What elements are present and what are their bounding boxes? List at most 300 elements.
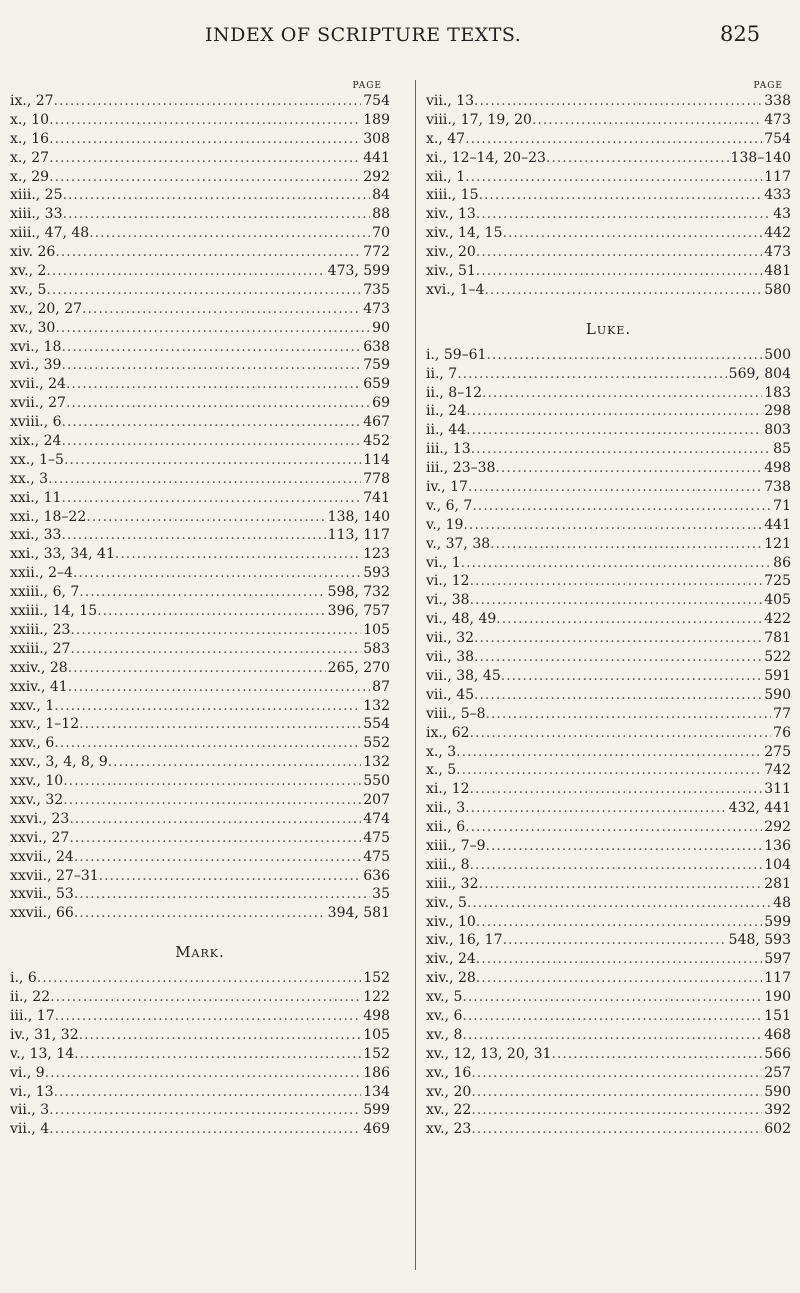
scripture-reference: xiv., 5 — [426, 894, 467, 911]
index-entry — [426, 799, 791, 818]
dot-leader — [61, 432, 361, 451]
scripture-reference: x., 47 — [426, 130, 466, 147]
scripture-reference: xx., 3 — [10, 470, 49, 487]
index-entry — [426, 516, 791, 535]
index-entry — [10, 168, 390, 187]
index-entry — [10, 602, 390, 621]
scripture-reference: xvi., 1–4 — [426, 281, 485, 298]
page-reference: 117 — [764, 168, 791, 185]
scripture-reference: xxv., 10 — [10, 773, 64, 790]
dot-leader — [476, 913, 762, 932]
index-entry — [10, 969, 390, 988]
index-entry — [426, 149, 791, 168]
page-reference: 292 — [764, 819, 791, 836]
scripture-reference: x., 5 — [426, 762, 457, 779]
page-reference: 599 — [363, 1102, 390, 1119]
page-reference: 473 — [363, 300, 390, 317]
index-entry — [10, 413, 390, 432]
index-entry — [10, 640, 390, 659]
page-reference: 741 — [363, 489, 390, 506]
page-reference: 772 — [363, 244, 390, 261]
scripture-reference: xxvii., 66 — [10, 905, 74, 922]
scripture-reference: vi., 12 — [426, 573, 470, 590]
page-reference: 114 — [363, 451, 390, 468]
index-entry — [10, 621, 390, 640]
scripture-reference: vii., 45 — [426, 686, 475, 703]
dot-leader — [456, 743, 762, 762]
dot-leader — [73, 564, 361, 583]
dot-leader — [70, 640, 361, 659]
page-reference: 84 — [372, 187, 390, 204]
dot-leader — [486, 346, 762, 365]
index-entry — [426, 894, 791, 913]
page-reference: 597 — [764, 951, 791, 968]
dot-leader — [495, 459, 762, 478]
scripture-reference: iii., 23–38 — [426, 460, 496, 477]
dot-leader — [63, 772, 361, 791]
index-entry — [426, 591, 791, 610]
page-reference: 598, 732 — [327, 584, 390, 601]
scripture-reference: i., 6 — [10, 970, 37, 987]
page-reference: 548, 593 — [728, 932, 791, 949]
index-entry — [426, 497, 791, 516]
scripture-reference: vi., 1 — [426, 554, 461, 571]
left-column — [10, 80, 390, 1139]
page-reference: 500 — [764, 346, 791, 363]
dot-leader — [470, 780, 763, 799]
page-number: 825 — [720, 22, 761, 46]
dot-leader — [476, 262, 762, 281]
index-entry — [426, 262, 791, 281]
dot-leader — [470, 856, 763, 875]
index-entry — [426, 440, 791, 459]
dot-leader — [37, 969, 362, 988]
scripture-reference: xv., 20 — [426, 1083, 472, 1100]
dot-leader — [45, 1064, 362, 1083]
index-entry — [426, 92, 791, 111]
index-entry — [10, 753, 390, 772]
scripture-reference: iii., 13 — [426, 441, 471, 458]
dot-leader — [49, 149, 361, 168]
index-entry — [10, 583, 390, 602]
page-reference: 474 — [363, 810, 390, 827]
page-reference: 473 — [764, 244, 791, 261]
dot-leader — [479, 875, 763, 894]
dot-leader — [79, 1026, 362, 1045]
index-entry — [426, 535, 791, 554]
page-reference: 522 — [764, 649, 791, 666]
scripture-reference: v., 19 — [426, 516, 464, 533]
page-reference: 441 — [363, 149, 390, 166]
page-reference: 392 — [764, 1102, 791, 1119]
index-entry — [426, 421, 791, 440]
page-reference: 134 — [363, 1083, 390, 1100]
dot-leader — [82, 300, 361, 319]
page-reference: 122 — [363, 989, 390, 1006]
dot-leader — [463, 516, 762, 535]
page-reference: 90 — [372, 319, 390, 336]
index-entry — [426, 667, 791, 686]
page-reference: 48 — [773, 894, 791, 911]
scripture-reference: i., 59–61 — [426, 346, 487, 363]
page-reference: 475 — [363, 848, 390, 865]
page-reference: 35 — [372, 886, 390, 903]
dot-leader — [74, 904, 326, 923]
index-entry — [10, 451, 390, 470]
dot-leader — [476, 205, 771, 224]
dot-leader — [532, 111, 762, 130]
dot-leader — [70, 621, 361, 640]
scripture-reference: xv., 16 — [426, 1064, 472, 1081]
dot-leader — [486, 837, 763, 856]
index-entry — [426, 780, 791, 799]
dot-leader — [474, 648, 762, 667]
scripture-reference: xiv., 10 — [426, 913, 476, 930]
scripture-reference: x., 27 — [10, 149, 50, 166]
index-entry — [426, 205, 791, 224]
dot-leader — [476, 243, 762, 262]
index-entry — [10, 734, 390, 753]
dot-leader — [54, 1083, 362, 1102]
dot-leader — [546, 149, 729, 168]
index-entry — [426, 1101, 791, 1120]
page-reference: 467 — [363, 414, 390, 431]
dot-leader — [472, 497, 771, 516]
dot-leader — [79, 583, 325, 602]
index-list — [426, 346, 791, 1139]
scripture-reference: v., 37, 38 — [426, 535, 491, 552]
index-entry — [10, 1026, 390, 1045]
page-reference: 469 — [363, 1121, 390, 1138]
scripture-reference: ii., 44 — [426, 422, 467, 439]
dot-leader — [476, 950, 762, 969]
page-reference: 636 — [363, 867, 390, 884]
index-entry — [10, 92, 390, 111]
dot-leader — [46, 281, 361, 300]
page-reference: 76 — [773, 724, 791, 741]
scripture-reference: iii., 17 — [10, 1007, 55, 1024]
page-reference: 104 — [764, 856, 791, 873]
index-entry — [426, 818, 791, 837]
dot-leader — [468, 478, 762, 497]
index-entry — [10, 319, 390, 338]
scripture-reference: xxiii., 23 — [10, 621, 71, 638]
page-reference: 602 — [764, 1121, 791, 1138]
page-reference: 754 — [764, 130, 791, 147]
index-entry — [426, 459, 791, 478]
dot-leader — [54, 734, 361, 753]
dot-leader — [63, 791, 361, 810]
index-entry — [426, 402, 791, 421]
index-entry — [426, 130, 791, 149]
dot-leader — [115, 545, 361, 564]
page-reference: 292 — [363, 168, 390, 185]
index-entry — [426, 384, 791, 403]
scripture-reference: xxv., 32 — [10, 791, 64, 808]
dot-leader — [474, 92, 762, 111]
index-entry — [10, 1120, 390, 1139]
dot-leader — [74, 1045, 361, 1064]
dot-leader — [89, 224, 370, 243]
page-reference: 550 — [363, 773, 390, 790]
scripture-reference: xxiv., 41 — [10, 678, 68, 695]
dot-leader — [68, 659, 326, 678]
dot-leader — [63, 186, 371, 205]
scripture-reference: xi., 12 — [426, 781, 470, 798]
scripture-reference: xii., 6 — [426, 819, 466, 836]
scripture-reference: xi., 12–14, 20–23 — [426, 149, 546, 166]
page-reference: 136 — [764, 837, 791, 854]
scripture-reference: xv., 20, 27 — [10, 300, 83, 317]
page-reference: 186 — [363, 1064, 390, 1081]
scripture-reference: xiv., 20 — [426, 244, 476, 261]
dot-leader — [482, 384, 762, 403]
scripture-reference: xiv., 51 — [426, 263, 476, 280]
dot-leader — [474, 686, 762, 705]
index-entry — [10, 149, 390, 168]
page-reference: 738 — [764, 479, 791, 496]
page-reference: 659 — [363, 376, 390, 393]
index-entry — [10, 489, 390, 508]
page-reference: 638 — [363, 338, 390, 355]
index-entry — [426, 168, 791, 187]
scripture-reference: xviii., 6 — [10, 414, 62, 431]
dot-leader — [470, 572, 763, 591]
page-reference: 473, 599 — [327, 263, 390, 280]
page-reference: 123 — [363, 546, 390, 563]
index-entry — [10, 1007, 390, 1026]
page-reference: 138, 140 — [327, 508, 390, 525]
index-entry — [426, 186, 791, 205]
page-reference: 580 — [764, 281, 791, 298]
page-column-label: PAGE — [753, 81, 783, 91]
index-entry — [10, 904, 390, 923]
scripture-reference: xxii., 2–4 — [10, 565, 73, 582]
page-reference: 105 — [363, 621, 390, 638]
dot-leader — [69, 810, 361, 829]
dot-leader — [462, 988, 762, 1007]
page-reference: 441 — [764, 516, 791, 533]
index-entry — [10, 508, 390, 527]
scripture-reference: xxvi., 27 — [10, 829, 70, 846]
index-entry — [10, 867, 390, 886]
page-reference: 132 — [363, 754, 390, 771]
scripture-reference: vi., 48, 49 — [426, 611, 497, 628]
scripture-reference: xiv., 14, 15 — [426, 225, 503, 242]
scripture-reference: ix., 27 — [10, 93, 54, 109]
dot-leader — [471, 1120, 762, 1139]
index-entry — [426, 913, 791, 932]
page-reference: 77 — [773, 705, 791, 722]
page-reference: 725 — [764, 573, 791, 590]
page-reference: 591 — [764, 667, 791, 684]
index-entry — [426, 950, 791, 969]
dot-leader — [54, 92, 362, 111]
scripture-reference: ii., 24 — [426, 403, 467, 420]
dot-leader — [55, 319, 370, 338]
dot-leader — [61, 489, 361, 508]
dot-leader — [50, 988, 361, 1007]
index-entry — [426, 837, 791, 856]
page-reference: 481 — [764, 263, 791, 280]
dot-leader — [457, 365, 726, 384]
page-column-label: PAGE — [352, 81, 382, 91]
dot-leader — [503, 224, 763, 243]
dot-leader — [63, 205, 371, 224]
dot-leader — [503, 931, 727, 950]
dot-leader — [466, 421, 762, 440]
page-reference: 583 — [363, 640, 390, 657]
index-entry — [426, 572, 791, 591]
index-entry — [10, 545, 390, 564]
page-reference: 105 — [363, 1026, 390, 1043]
dot-leader — [465, 818, 762, 837]
index-entry — [10, 394, 390, 413]
dot-leader — [471, 440, 772, 459]
index-entry — [426, 1083, 791, 1102]
page-reference: 86 — [773, 554, 791, 571]
scripture-reference: x., 3 — [426, 743, 457, 760]
index-entry — [10, 111, 390, 130]
page-reference: 498 — [764, 460, 791, 477]
scripture-reference: xxvii., 53 — [10, 886, 74, 903]
page-reference: 433 — [764, 187, 791, 204]
scripture-reference: xxi., 33 — [10, 527, 62, 544]
page-reference: 43 — [773, 206, 791, 223]
page-reference: 394, 581 — [327, 905, 390, 922]
page-reference: 71 — [773, 497, 791, 514]
dot-leader — [49, 1120, 361, 1139]
scripture-reference: xxv., 3, 4, 8, 9 — [10, 754, 108, 771]
dot-leader — [462, 1026, 762, 1045]
scripture-reference: xxiv., 28 — [10, 659, 68, 676]
dot-leader — [479, 186, 763, 205]
page-reference: 405 — [764, 592, 791, 609]
scripture-reference: vi., 13 — [10, 1083, 54, 1100]
index-entry — [10, 1045, 390, 1064]
scripture-reference: xxi., 18–22 — [10, 508, 87, 525]
scripture-reference: vi., 9 — [10, 1064, 45, 1081]
dot-leader — [465, 168, 762, 187]
page-reference: 151 — [764, 1007, 791, 1024]
index-entry — [426, 648, 791, 667]
scripture-reference: xv., 2 — [10, 263, 47, 280]
page-reference: 569, 804 — [728, 365, 791, 382]
scripture-reference: xvi., 39 — [10, 357, 62, 374]
scripture-reference: xxiii., 27 — [10, 640, 71, 657]
dot-leader — [471, 1064, 762, 1083]
index-entry — [10, 988, 390, 1007]
index-entry — [10, 829, 390, 848]
index-entry — [10, 432, 390, 451]
scripture-reference: x., 29 — [10, 168, 50, 185]
right-column — [415, 80, 791, 1270]
index-entry — [10, 885, 390, 904]
scripture-reference: ii., 22 — [10, 989, 51, 1006]
scripture-reference: xx., 1–5 — [10, 451, 64, 468]
scripture-reference: xv., 6 — [426, 1007, 463, 1024]
scripture-reference: ix., 62 — [426, 724, 470, 741]
index-entry — [426, 969, 791, 988]
scripture-reference: iv., 17 — [426, 479, 468, 496]
page-reference: 207 — [363, 791, 390, 808]
section-heading-luke: Luke. — [585, 319, 632, 338]
dot-leader — [61, 338, 361, 357]
page-reference: 778 — [363, 470, 390, 487]
page-reference: 257 — [764, 1064, 791, 1081]
page-reference: 69 — [372, 395, 390, 412]
scripture-reference: xiv., 13 — [426, 206, 476, 223]
index-entry — [10, 697, 390, 716]
page-reference: 298 — [764, 403, 791, 420]
index-entry — [426, 1026, 791, 1045]
scripture-reference: xiii., 15 — [426, 187, 479, 204]
index-entry — [426, 856, 791, 875]
scripture-reference: xvi., 18 — [10, 338, 62, 355]
page-reference: 338 — [764, 93, 791, 109]
index-entry — [10, 564, 390, 583]
dot-leader — [86, 508, 325, 527]
dot-leader — [66, 375, 361, 394]
page-reference: 759 — [363, 357, 390, 374]
scripture-reference: xxiii., 6, 7 — [10, 584, 80, 601]
running-title: INDEX OF SCRIPTURE TEXTS. — [205, 24, 522, 46]
dot-leader — [465, 130, 762, 149]
index-entry — [426, 1045, 791, 1064]
index-entry — [426, 629, 791, 648]
index-entry — [426, 111, 791, 130]
scripture-reference: xxiii., 14, 15 — [10, 603, 98, 620]
index-entry — [426, 686, 791, 705]
page-reference: 308 — [363, 130, 390, 147]
scripture-reference: xv., 12, 13, 20, 31 — [426, 1045, 552, 1062]
page-reference: 396, 757 — [327, 603, 390, 620]
section-heading-mark: Mark. — [175, 943, 225, 962]
scripture-reference: xiv. 26 — [10, 244, 56, 261]
index-entry — [426, 724, 791, 743]
index-entry — [10, 205, 390, 224]
dot-leader — [49, 111, 361, 130]
scripture-reference: xii., 3 — [426, 800, 466, 817]
index-entry — [10, 262, 390, 281]
page-reference: 590 — [764, 686, 791, 703]
dot-leader — [74, 885, 370, 904]
scripture-reference: xv., 5 — [426, 989, 463, 1006]
index-entry — [10, 1064, 390, 1083]
page-reference: 468 — [764, 1026, 791, 1043]
dot-leader — [470, 591, 763, 610]
scripture-reference: vii., 38, 45 — [426, 667, 501, 684]
scripture-reference: xxvii., 24 — [10, 848, 74, 865]
index-entry — [10, 470, 390, 489]
page-reference: 590 — [764, 1083, 791, 1100]
page-reference: 475 — [363, 829, 390, 846]
index-entry — [10, 243, 390, 262]
dot-leader — [466, 402, 762, 421]
dot-leader — [68, 678, 370, 697]
scripture-reference: x., 10 — [10, 111, 50, 128]
scripture-reference: xiii., 33 — [10, 206, 63, 223]
index-entry — [426, 931, 791, 950]
index-entry — [426, 554, 791, 573]
index-entry — [10, 338, 390, 357]
dot-leader — [79, 715, 361, 734]
index-list — [10, 969, 390, 1139]
scripture-reference: xiii., 8 — [426, 856, 470, 873]
index-entry — [426, 1007, 791, 1026]
page-reference: 422 — [764, 611, 791, 628]
scripture-reference: v., 13, 14 — [10, 1045, 75, 1062]
